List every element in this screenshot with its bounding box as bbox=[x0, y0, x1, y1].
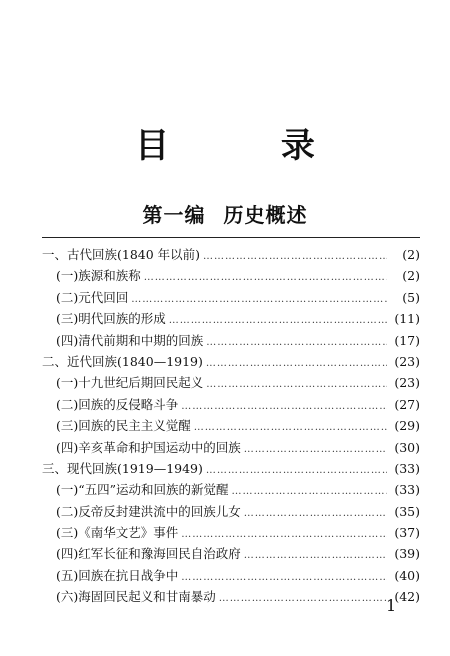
toc-entry-label: (一)族源和族称 bbox=[56, 268, 141, 284]
dot-leader bbox=[181, 567, 387, 588]
toc-entry-page: (2) bbox=[402, 268, 420, 284]
toc-entry-label: (二)元代回回 bbox=[56, 289, 129, 305]
page-number: 1 bbox=[386, 596, 397, 615]
dot-leader bbox=[244, 439, 387, 460]
toc-entry bbox=[42, 372, 420, 393]
section-title bbox=[0, 201, 450, 229]
toc-entry bbox=[42, 522, 420, 543]
toc-entry-label: 二、近代回族(1840—1919) bbox=[42, 353, 203, 369]
toc-entry-label: (三)回族的民主主义觉醒 bbox=[56, 418, 191, 434]
toc-entry bbox=[42, 586, 420, 607]
toc-entry bbox=[42, 287, 420, 308]
toc-entry bbox=[42, 308, 420, 329]
dot-leader bbox=[181, 524, 387, 545]
toc-entry-page: (29) bbox=[394, 418, 420, 434]
dot-leader bbox=[206, 374, 387, 395]
dot-leader bbox=[169, 310, 387, 331]
dot-leader bbox=[219, 588, 387, 609]
page-title: 目 录 bbox=[135, 126, 365, 166]
toc-entry-label: (二)反帝反封建洪流中的回族儿女 bbox=[56, 503, 241, 519]
toc-entry bbox=[42, 479, 420, 500]
toc-entry-label: (四)红军长征和豫海回民自治政府 bbox=[56, 546, 241, 562]
toc-entry-label: 一、古代回族(1840 年以前) bbox=[42, 247, 201, 262]
toc-entry bbox=[42, 265, 420, 286]
toc-entry-page: (37) bbox=[394, 525, 420, 541]
dot-leader bbox=[131, 289, 387, 310]
toc-entry bbox=[42, 351, 420, 372]
dot-leader bbox=[194, 417, 387, 438]
toc-entry-page: (40) bbox=[394, 567, 420, 583]
toc-entry-label: (三)明代回族的形成 bbox=[56, 311, 166, 327]
dot-leader bbox=[206, 353, 387, 374]
section-title-part-number: 第一编 bbox=[142, 203, 206, 227]
toc-entry-page: (23) bbox=[394, 375, 420, 391]
toc-entry bbox=[42, 244, 420, 265]
toc-entry-page: (11) bbox=[394, 311, 420, 327]
dot-leader bbox=[206, 332, 387, 353]
toc-entry-page: (33) bbox=[394, 460, 420, 476]
toc-entry-page: (2) bbox=[402, 247, 420, 262]
toc-entry-page: (39) bbox=[394, 546, 420, 562]
toc-entry-label: (一)十九世纪后期回民起义 bbox=[56, 375, 204, 391]
toc-entry bbox=[42, 501, 420, 522]
dot-leader bbox=[232, 481, 387, 502]
toc-entry-page: (27) bbox=[394, 396, 420, 412]
toc-entry-label: 三、现代回族(1919—1949) bbox=[42, 460, 203, 476]
toc-entry-label: (四)清代前期和中期的回族 bbox=[56, 332, 204, 348]
toc-entry-label: (一)“五四”运动和回族的新觉醒 bbox=[56, 482, 229, 498]
toc-entry-page: (42) bbox=[394, 589, 420, 605]
toc-entry bbox=[42, 415, 420, 436]
toc-entry bbox=[42, 458, 420, 479]
dot-leader bbox=[206, 460, 387, 481]
toc-entry-label: (二)回族的反侵略斗争 bbox=[56, 396, 179, 412]
toc-entry-label: (四)辛亥革命和护国运动中的回族 bbox=[56, 439, 241, 455]
dot-leader bbox=[144, 267, 387, 288]
toc-entry bbox=[42, 565, 420, 586]
toc-entry-page: (5) bbox=[402, 289, 420, 305]
toc-entry bbox=[42, 437, 420, 458]
toc-entry-label: (五)回族在抗日战争中 bbox=[56, 567, 179, 583]
table-of-contents bbox=[42, 244, 420, 608]
dot-leader bbox=[244, 545, 387, 566]
toc-entry bbox=[42, 330, 420, 351]
toc-entry-label: (三)《南华文艺》事件 bbox=[56, 525, 179, 541]
toc-entry-label: (六)海固回民起义和甘南暴动 bbox=[56, 589, 216, 605]
dot-leader bbox=[181, 396, 387, 417]
toc-entry-page: (17) bbox=[394, 332, 420, 348]
toc-entry bbox=[42, 543, 420, 564]
toc-entry-page: (23) bbox=[394, 353, 420, 369]
section-divider bbox=[42, 237, 420, 238]
section-title-part-name: 历史概述 bbox=[223, 203, 308, 227]
dot-leader bbox=[244, 503, 387, 524]
toc-entry bbox=[42, 394, 420, 415]
dot-leader bbox=[203, 246, 387, 267]
toc-entry-page: (33) bbox=[394, 482, 420, 498]
toc-entry-page: (35) bbox=[394, 503, 420, 519]
toc-entry-page: (30) bbox=[394, 439, 420, 455]
